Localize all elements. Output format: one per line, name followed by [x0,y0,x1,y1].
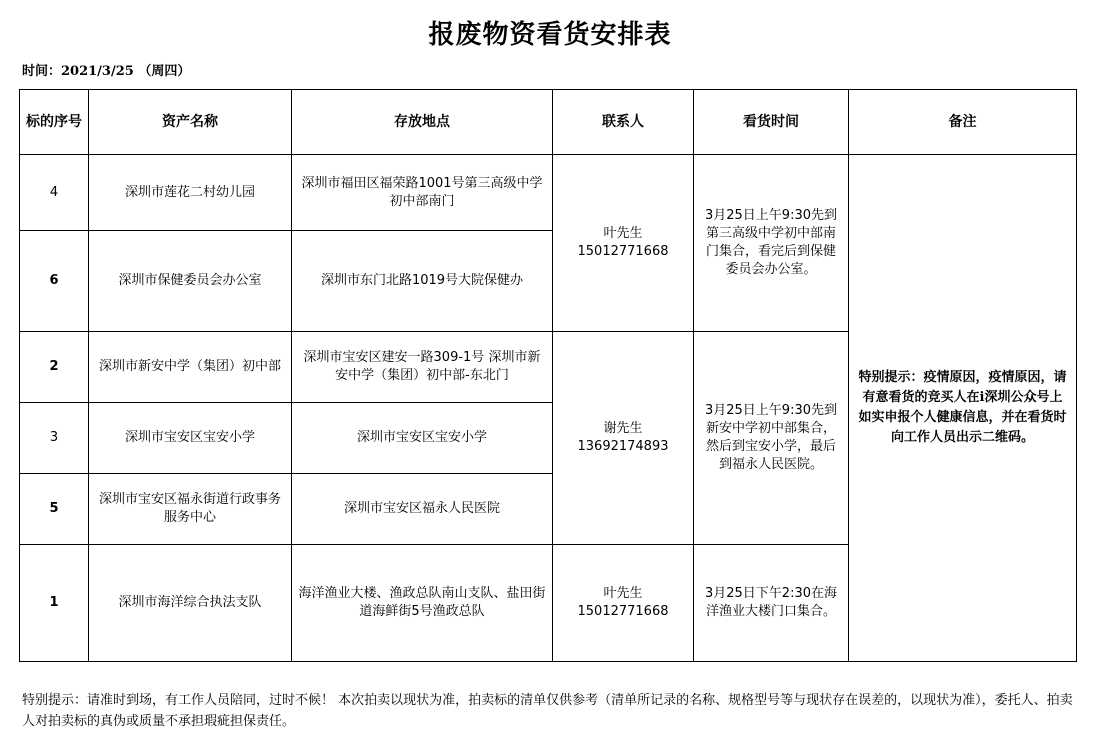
lot-number: 1 [20,545,89,662]
contact-cell [553,545,694,662]
header-lot-number: 标的序号 [20,90,89,155]
storage-location: 海洋渔业大楼、渔政总队南山支队、盐田街道海鲜街5号渔政总队 [292,545,553,662]
viewing-time: 3月25日上午9:30先到新安中学初中部集合，然后到宝安小学，最后到福永人民医院。 [694,332,849,545]
contact-phone: 13692174893 [577,439,669,454]
storage-location: 深圳市福田区福荣路1001号第三高级中学初中部南门 [292,155,553,231]
header-viewing-time: 看货时间 [694,90,849,155]
header-contact: 联系人 [553,90,694,155]
contact-cell [553,155,694,332]
asset-name: 深圳市宝安区福永街道行政事务服务中心 [89,474,292,545]
storage-location: 深圳市宝安区建安一路309-1号 深圳市新安中学（集团）初中部-东北门 [292,332,553,403]
asset-name: 深圳市宝安区宝安小学 [89,403,292,474]
storage-location: 深圳市宝安区福永人民医院 [292,474,553,545]
footer-notice: 特别提示：请准时到场，有工作人员陪同，过时不候！ 本次拍卖以现状为准，拍卖标的清单仅供参考（清单所记录的名称、规格型号等与现状存在误差的，以现状为准），委托人、拍卖人对拍卖标的真伪或质量不承担瑕疵担保责任。 [22,693,1073,729]
storage-location: 深圳市东门北路1019号大院保健办 [292,231,553,332]
asset-name: 深圳市莲花二村幼儿园 [89,155,292,231]
contact-cell [553,332,694,545]
contact-phone: 15012771668 [577,244,669,259]
lot-number: 5 [20,474,89,545]
asset-name: 深圳市新安中学（集团）初中部 [89,332,292,403]
remarks-note: 特别提示：疫情原因，疫情原因，请有意看货的竞买人在i深圳公众号上如实申报个人健康信息，并在看货时向工作人员出示二维码。 [849,155,1077,662]
table-row [20,155,1077,231]
page-title: 报废物资看货安排表 [428,20,672,50]
contact-name: 谢先生 [603,421,643,436]
header-remarks: 备注 [849,90,1077,155]
header-asset-name: 资产名称 [89,90,292,155]
lot-number: 4 [20,155,89,231]
date-line: 时间：2021/3/25 （周四） [22,64,191,79]
asset-name: 深圳市海洋综合执法支队 [89,545,292,662]
viewing-time: 3月25日上午9:30先到第三高级中学初中部南门集合，看完后到保健委员会办公室。 [694,155,849,332]
header-location: 存放地点 [292,90,553,155]
lot-number: 6 [20,231,89,332]
asset-name: 深圳市保健委员会办公室 [89,231,292,332]
viewing-time: 3月25日下午2:30在海洋渔业大楼门口集合。 [694,545,849,662]
contact-name: 叶先生 [603,226,643,241]
contact-name: 叶先生 [603,586,643,601]
lot-number: 2 [20,332,89,403]
lot-number: 3 [20,403,89,474]
schedule-table [19,89,1077,662]
header-row [20,90,1077,155]
contact-phone: 15012771668 [577,604,669,619]
storage-location: 深圳市宝安区宝安小学 [292,403,553,474]
